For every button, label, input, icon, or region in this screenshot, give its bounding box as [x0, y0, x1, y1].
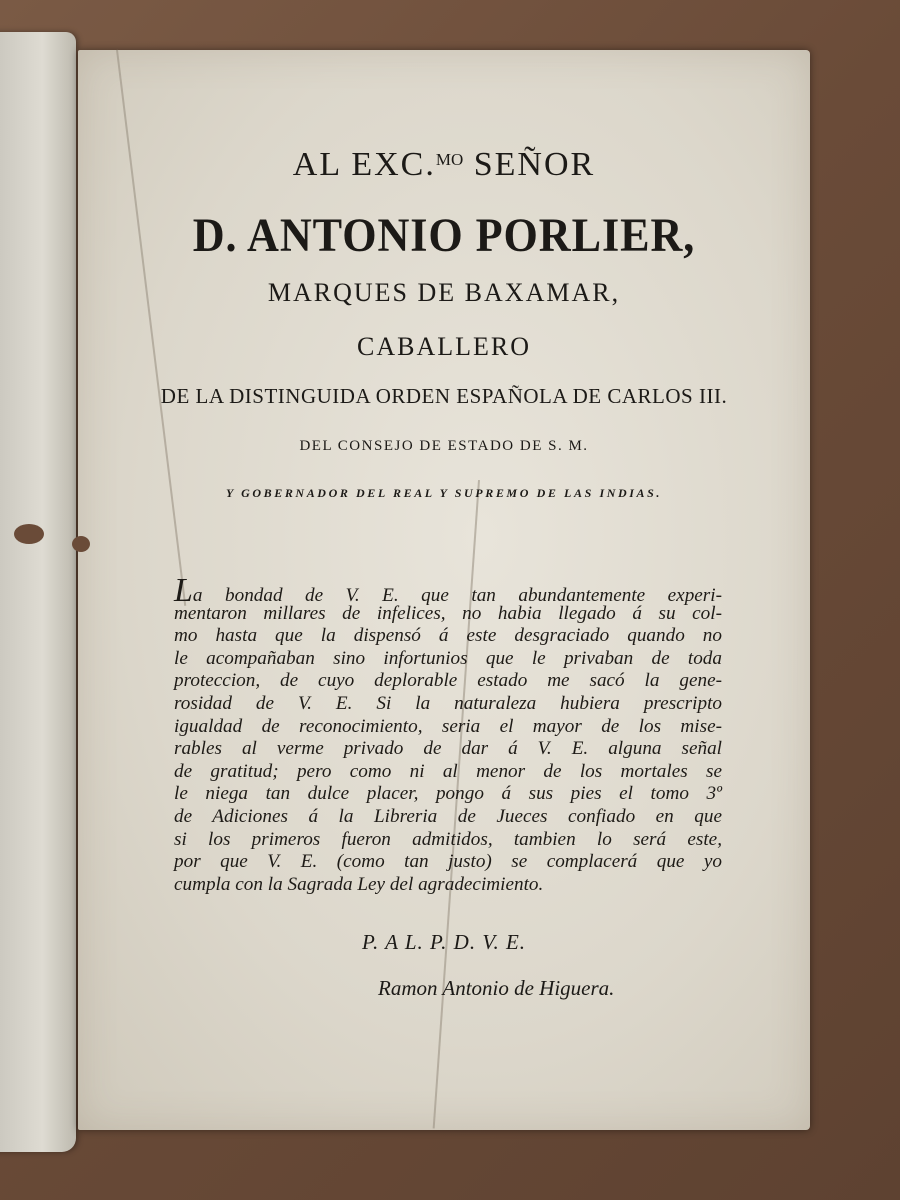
body-line: La bondad de V. E. que tan abundantemente experi- [174, 572, 722, 609]
body-line: mo hasta que la dispensó á este desgraciado quando no [174, 625, 722, 647]
dedicatee-title-caballero: CABALLERO [357, 332, 531, 361]
closing-formula: P. A L. P. D. V. E. [361, 930, 527, 954]
body-line: rables al verme privado de dar á V. E. alguna señal [174, 738, 722, 760]
dedication-body [174, 572, 722, 896]
body-line: cumpla con la Sagrada Ley del agradecimiento. [174, 873, 544, 895]
body-line: de Adiciones á la Libreria de Jueces confiado en que [174, 805, 722, 827]
body-line: por que V. E. (como tan justo) se complacerá que yo [174, 851, 722, 873]
body-line: le niega tan dulce placer, pongo á sus pies el tomo 3º [174, 783, 722, 805]
body-line: le acompañaban sino infortunios que le privaban de toda [174, 647, 722, 669]
body-line: de gratitud; pero como ni al menor de los mortales se [174, 760, 722, 782]
dedicatee-title-marques: MARQUES DE BAXAMAR, [267, 278, 621, 307]
body-line: mentaron millares de infelices, no habia llegado á su col- [174, 602, 722, 624]
body-line: igualdad de reconocimiento, seria el mayor de los mise- [174, 715, 722, 737]
dedicatee-title-consejo: DEL CONSEJO DE ESTADO DE S. M. [299, 438, 589, 454]
body-line: proteccion, de cuyo deplorable estado me sacó la gene- [174, 670, 722, 692]
paper-hole [14, 524, 44, 544]
book-page [78, 50, 810, 1130]
dedicatee-title-orden: DE LA DISTINGUIDA ORDEN ESPAÑOLA DE CARLOS III. [160, 384, 728, 408]
drop-cap: L [174, 572, 193, 609]
dedication-salutation: AL EXC.$^{MO}$ SEÑOR [292, 146, 596, 183]
body-line: si los primeros fueron admitidos, tambien lo será este, [174, 828, 722, 850]
page-crease [116, 50, 186, 606]
dedicatee-name: D. ANTONIO PORLIER, [192, 209, 696, 262]
paper-hole [72, 536, 90, 552]
body-line: rosidad de V. E. Si la naturaleza hubiera prescripto [174, 692, 722, 714]
facing-page-edge [0, 32, 76, 1152]
author-signature: Ramon Antonio de Higuera. [378, 976, 615, 1000]
dedicatee-title-gobernador: Y GOBERNADOR DEL REAL Y SUPREMO DE LAS INDIAS. [226, 486, 662, 500]
